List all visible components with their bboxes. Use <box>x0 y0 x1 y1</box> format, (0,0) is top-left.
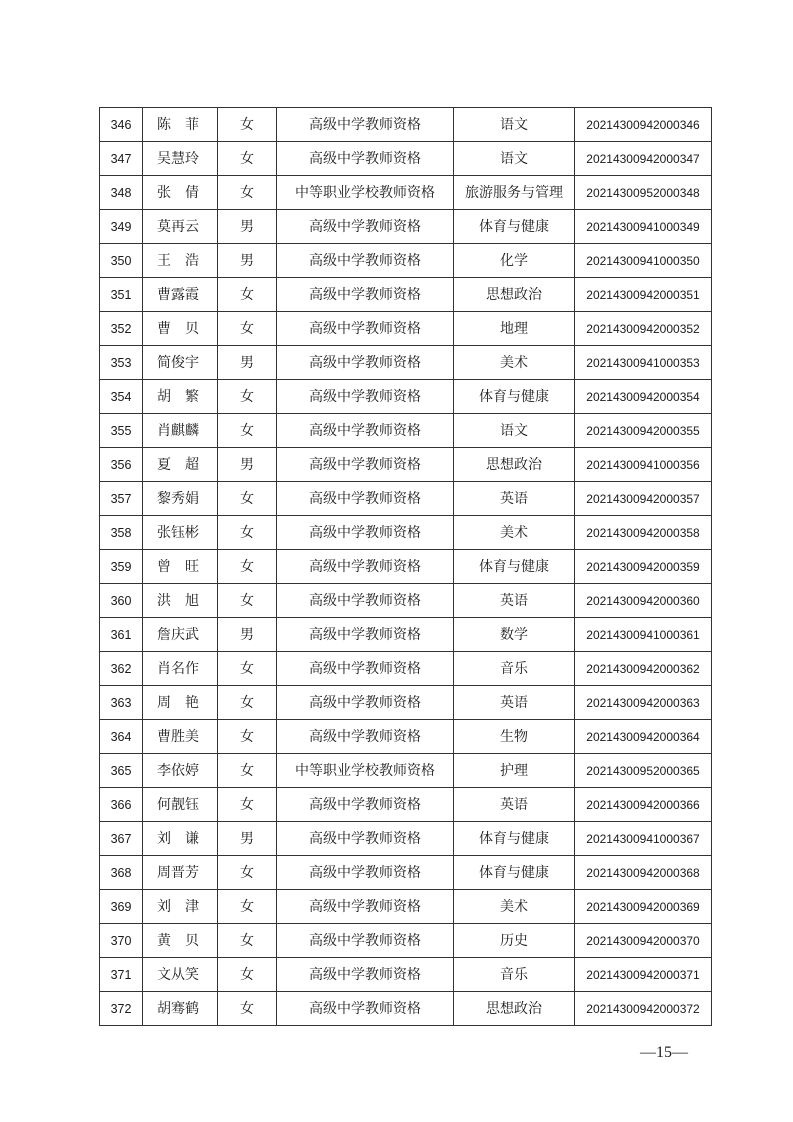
row-number-cell: 363 <box>100 686 143 720</box>
table-row <box>100 414 712 448</box>
row-number-cell: 346 <box>100 108 143 142</box>
qualification-type-cell: 高级中学教师资格 <box>277 380 454 414</box>
certificate-number-cell: 20214300942000347 <box>575 142 712 176</box>
qualification-type-cell: 高级中学教师资格 <box>277 210 454 244</box>
certificate-number-cell: 20214300941000367 <box>575 822 712 856</box>
subject-cell: 生物 <box>454 720 575 754</box>
person-name-text: 何靓钰 <box>157 796 199 813</box>
gender-cell: 男 <box>218 822 277 856</box>
person-name-cell <box>143 584 218 618</box>
person-name-text: 夏 超 <box>157 456 199 473</box>
row-number-cell: 371 <box>100 958 143 992</box>
row-number-cell: 353 <box>100 346 143 380</box>
row-number-cell: 365 <box>100 754 143 788</box>
subject-cell: 英语 <box>454 584 575 618</box>
table-row <box>100 822 712 856</box>
subject-cell: 化学 <box>454 244 575 278</box>
row-number-cell: 356 <box>100 448 143 482</box>
qualification-type-cell: 高级中学教师资格 <box>277 312 454 346</box>
qualification-type-cell: 高级中学教师资格 <box>277 278 454 312</box>
person-name-text: 肖麒麟 <box>157 422 199 439</box>
gender-cell: 男 <box>218 210 277 244</box>
row-number-cell: 357 <box>100 482 143 516</box>
table-row <box>100 958 712 992</box>
table-row <box>100 754 712 788</box>
row-number-cell: 360 <box>100 584 143 618</box>
qualification-type-cell: 高级中学教师资格 <box>277 822 454 856</box>
gender-cell: 女 <box>218 584 277 618</box>
person-name-text: 刘 津 <box>157 898 199 915</box>
person-name-cell <box>143 788 218 822</box>
gender-cell: 女 <box>218 924 277 958</box>
subject-cell: 语文 <box>454 108 575 142</box>
subject-cell: 语文 <box>454 414 575 448</box>
certificate-number-cell: 20214300941000361 <box>575 618 712 652</box>
row-number-cell: 368 <box>100 856 143 890</box>
person-name-text: 王 浩 <box>157 252 199 269</box>
person-name-text: 张 倩 <box>157 184 199 201</box>
person-name-cell <box>143 992 218 1026</box>
row-number-cell: 370 <box>100 924 143 958</box>
table-row <box>100 550 712 584</box>
gender-cell: 女 <box>218 380 277 414</box>
person-name-text: 洪 旭 <box>157 592 199 609</box>
certificate-number-cell: 20214300942000364 <box>575 720 712 754</box>
table-row <box>100 992 712 1026</box>
row-number-cell: 352 <box>100 312 143 346</box>
person-name-cell <box>143 890 218 924</box>
table-row <box>100 788 712 822</box>
subject-cell: 体育与健康 <box>454 550 575 584</box>
certificate-number-cell: 20214300942000355 <box>575 414 712 448</box>
gender-cell: 女 <box>218 414 277 448</box>
certificate-number-cell: 20214300942000363 <box>575 686 712 720</box>
subject-cell: 体育与健康 <box>454 856 575 890</box>
subject-cell: 旅游服务与管理 <box>454 176 575 210</box>
table-row <box>100 720 712 754</box>
qualification-type-cell: 高级中学教师资格 <box>277 890 454 924</box>
table-row <box>100 210 712 244</box>
subject-cell: 思想政治 <box>454 992 575 1026</box>
table-row <box>100 924 712 958</box>
person-name-cell <box>143 244 218 278</box>
qualification-type-cell: 高级中学教师资格 <box>277 108 454 142</box>
qualification-type-cell: 高级中学教师资格 <box>277 958 454 992</box>
certificate-number-cell: 20214300941000349 <box>575 210 712 244</box>
subject-cell: 音乐 <box>454 652 575 686</box>
certificate-number-cell: 20214300942000369 <box>575 890 712 924</box>
person-name-text: 胡 繁 <box>157 388 199 405</box>
gender-cell: 女 <box>218 312 277 346</box>
subject-cell: 思想政治 <box>454 448 575 482</box>
subject-cell: 思想政治 <box>454 278 575 312</box>
gender-cell: 女 <box>218 550 277 584</box>
table-row <box>100 312 712 346</box>
person-name-text: 黎秀娟 <box>157 490 199 507</box>
person-name-text: 文从笑 <box>157 966 199 983</box>
qualification-type-cell: 高级中学教师资格 <box>277 516 454 550</box>
person-name-cell <box>143 108 218 142</box>
person-name-text: 黄 贝 <box>157 932 199 949</box>
table-row <box>100 890 712 924</box>
person-name-text: 曹胜美 <box>157 728 199 745</box>
qualification-type-cell: 中等职业学校教师资格 <box>277 176 454 210</box>
gender-cell: 女 <box>218 108 277 142</box>
person-name-cell <box>143 312 218 346</box>
certificate-roster-table <box>99 107 712 1026</box>
certificate-number-cell: 20214300942000362 <box>575 652 712 686</box>
table-row <box>100 652 712 686</box>
person-name-cell <box>143 652 218 686</box>
certificate-number-cell: 20214300942000346 <box>575 108 712 142</box>
subject-cell: 音乐 <box>454 958 575 992</box>
gender-cell: 女 <box>218 142 277 176</box>
subject-cell: 英语 <box>454 788 575 822</box>
person-name-cell <box>143 550 218 584</box>
table-row <box>100 142 712 176</box>
person-name-cell <box>143 822 218 856</box>
person-name-cell <box>143 448 218 482</box>
person-name-cell <box>143 856 218 890</box>
person-name-text: 肖名作 <box>157 660 199 677</box>
person-name-cell <box>143 380 218 414</box>
subject-cell: 体育与健康 <box>454 210 575 244</box>
row-number-cell: 367 <box>100 822 143 856</box>
person-name-cell <box>143 278 218 312</box>
gender-cell: 女 <box>218 720 277 754</box>
table-row <box>100 278 712 312</box>
gender-cell: 女 <box>218 686 277 720</box>
person-name-cell <box>143 142 218 176</box>
subject-cell: 美术 <box>454 890 575 924</box>
gender-cell: 女 <box>218 992 277 1026</box>
person-name-text: 李依婷 <box>157 762 199 779</box>
gender-cell: 女 <box>218 176 277 210</box>
gender-cell: 女 <box>218 278 277 312</box>
certificate-number-cell: 20214300942000368 <box>575 856 712 890</box>
qualification-type-cell: 高级中学教师资格 <box>277 482 454 516</box>
qualification-type-cell: 高级中学教师资格 <box>277 720 454 754</box>
person-name-text: 简俊宇 <box>157 354 199 371</box>
person-name-text: 吴慧玲 <box>157 150 199 167</box>
row-number-cell: 364 <box>100 720 143 754</box>
subject-cell: 英语 <box>454 482 575 516</box>
subject-cell: 地理 <box>454 312 575 346</box>
person-name-text: 张钰彬 <box>157 524 199 541</box>
person-name-text: 刘 谦 <box>157 830 199 847</box>
certificate-number-cell: 20214300942000371 <box>575 958 712 992</box>
roster-table-body <box>100 108 712 1026</box>
certificate-number-cell: 20214300942000354 <box>575 380 712 414</box>
certificate-number-cell: 20214300952000348 <box>575 176 712 210</box>
page-number: —15— <box>640 1044 688 1061</box>
qualification-type-cell: 高级中学教师资格 <box>277 924 454 958</box>
gender-cell: 女 <box>218 788 277 822</box>
table-row <box>100 618 712 652</box>
row-number-cell: 369 <box>100 890 143 924</box>
table-row <box>100 176 712 210</box>
person-name-text: 曹露霞 <box>157 286 199 303</box>
qualification-type-cell: 高级中学教师资格 <box>277 618 454 652</box>
row-number-cell: 354 <box>100 380 143 414</box>
qualification-type-cell: 中等职业学校教师资格 <box>277 754 454 788</box>
person-name-cell <box>143 414 218 448</box>
subject-cell: 历史 <box>454 924 575 958</box>
subject-cell: 语文 <box>454 142 575 176</box>
row-number-cell: 366 <box>100 788 143 822</box>
qualification-type-cell: 高级中学教师资格 <box>277 550 454 584</box>
subject-cell: 英语 <box>454 686 575 720</box>
certificate-number-cell: 20214300941000350 <box>575 244 712 278</box>
subject-cell: 美术 <box>454 346 575 380</box>
certificate-number-cell: 20214300942000359 <box>575 550 712 584</box>
person-name-cell <box>143 176 218 210</box>
gender-cell: 女 <box>218 890 277 924</box>
subject-cell: 护理 <box>454 754 575 788</box>
certificate-number-cell: 20214300952000365 <box>575 754 712 788</box>
certificate-number-cell: 20214300942000370 <box>575 924 712 958</box>
qualification-type-cell: 高级中学教师资格 <box>277 992 454 1026</box>
person-name-text: 莫再云 <box>157 218 199 235</box>
gender-cell: 女 <box>218 482 277 516</box>
person-name-text: 周 艳 <box>157 694 199 711</box>
gender-cell: 男 <box>218 244 277 278</box>
table-row <box>100 584 712 618</box>
certificate-number-cell: 20214300942000357 <box>575 482 712 516</box>
table-row <box>100 380 712 414</box>
person-name-text: 陈 菲 <box>157 116 199 133</box>
row-number-cell: 350 <box>100 244 143 278</box>
person-name-cell <box>143 958 218 992</box>
table-row <box>100 856 712 890</box>
qualification-type-cell: 高级中学教师资格 <box>277 652 454 686</box>
qualification-type-cell: 高级中学教师资格 <box>277 788 454 822</box>
certificate-number-cell: 20214300942000360 <box>575 584 712 618</box>
row-number-cell: 351 <box>100 278 143 312</box>
row-number-cell: 358 <box>100 516 143 550</box>
person-name-cell <box>143 754 218 788</box>
table-row <box>100 244 712 278</box>
row-number-cell: 347 <box>100 142 143 176</box>
certificate-number-cell: 20214300941000356 <box>575 448 712 482</box>
table-row <box>100 516 712 550</box>
qualification-type-cell: 高级中学教师资格 <box>277 414 454 448</box>
certificate-number-cell: 20214300942000366 <box>575 788 712 822</box>
qualification-type-cell: 高级中学教师资格 <box>277 142 454 176</box>
subject-cell: 体育与健康 <box>454 822 575 856</box>
person-name-text: 曹 贝 <box>157 320 199 337</box>
row-number-cell: 355 <box>100 414 143 448</box>
row-number-cell: 348 <box>100 176 143 210</box>
certificate-number-cell: 20214300942000351 <box>575 278 712 312</box>
person-name-text: 周晋芳 <box>157 864 199 881</box>
person-name-cell <box>143 618 218 652</box>
row-number-cell: 372 <box>100 992 143 1026</box>
row-number-cell: 359 <box>100 550 143 584</box>
person-name-cell <box>143 210 218 244</box>
person-name-cell <box>143 720 218 754</box>
person-name-cell <box>143 924 218 958</box>
person-name-cell <box>143 482 218 516</box>
row-number-cell: 361 <box>100 618 143 652</box>
gender-cell: 女 <box>218 652 277 686</box>
gender-cell: 男 <box>218 448 277 482</box>
certificate-number-cell: 20214300941000353 <box>575 346 712 380</box>
person-name-text: 胡骞鹤 <box>157 1000 199 1017</box>
subject-cell: 美术 <box>454 516 575 550</box>
table-row <box>100 448 712 482</box>
gender-cell: 男 <box>218 618 277 652</box>
person-name-text: 曾 旺 <box>157 558 199 575</box>
certificate-number-cell: 20214300942000372 <box>575 992 712 1026</box>
table-row <box>100 686 712 720</box>
qualification-type-cell: 高级中学教师资格 <box>277 686 454 720</box>
person-name-cell <box>143 686 218 720</box>
person-name-cell <box>143 516 218 550</box>
gender-cell: 女 <box>218 516 277 550</box>
gender-cell: 男 <box>218 346 277 380</box>
qualification-type-cell: 高级中学教师资格 <box>277 244 454 278</box>
person-name-cell <box>143 346 218 380</box>
table-row <box>100 346 712 380</box>
subject-cell: 数学 <box>454 618 575 652</box>
table-row <box>100 482 712 516</box>
qualification-type-cell: 高级中学教师资格 <box>277 346 454 380</box>
subject-cell: 体育与健康 <box>454 380 575 414</box>
row-number-cell: 362 <box>100 652 143 686</box>
qualification-type-cell: 高级中学教师资格 <box>277 856 454 890</box>
gender-cell: 女 <box>218 754 277 788</box>
row-number-cell: 349 <box>100 210 143 244</box>
certificate-number-cell: 20214300942000358 <box>575 516 712 550</box>
gender-cell: 女 <box>218 856 277 890</box>
certificate-number-cell: 20214300942000352 <box>575 312 712 346</box>
qualification-type-cell: 高级中学教师资格 <box>277 448 454 482</box>
qualification-type-cell: 高级中学教师资格 <box>277 584 454 618</box>
person-name-text: 詹庆武 <box>157 626 199 643</box>
gender-cell: 女 <box>218 958 277 992</box>
table-row <box>100 108 712 142</box>
